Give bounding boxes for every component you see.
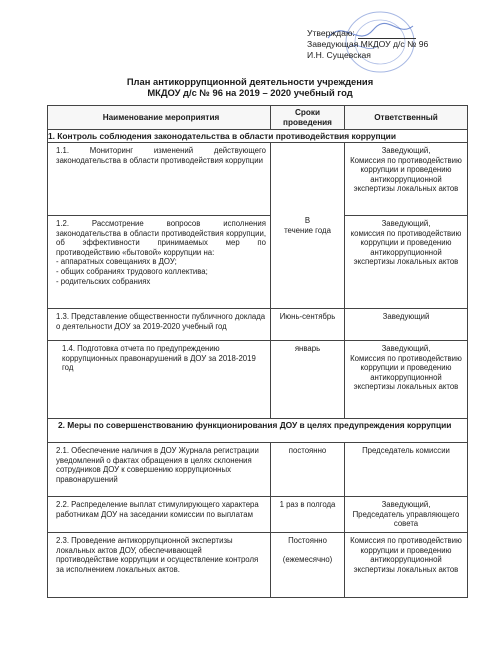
row-2-3-term: Постоянно (ежемесячно) xyxy=(271,533,345,597)
row-1-4-term: январь xyxy=(271,341,345,418)
title-line-2: МКДОУ д/с № 96 на 2019 – 2020 учебный год xyxy=(147,87,353,98)
header-responsible: Ответственный xyxy=(374,112,438,122)
row-1-2-name: 1.2. Рассмотрение вопросов исполнения законодательства в области противодействия коррупции, об эффективности принимаемых мер по противодействию «бытовой» коррупции на: xyxy=(56,219,266,257)
row-1-3 xyxy=(48,309,467,341)
header-name: Наименование мероприятия xyxy=(48,106,271,129)
row-1-1-name: 1.1. Мониторинг изменений действующего законодательства в области противодействия коррупции xyxy=(48,143,270,216)
approval-block xyxy=(307,28,487,61)
plan-table xyxy=(47,105,468,598)
row-1-2-list-item: - родительских собраниях xyxy=(56,276,151,286)
row-2-1-responsible: Председатель комиссии xyxy=(362,446,450,455)
row-2-3-name: 2.3. Проведение антикоррупционной экспертизы локальных актов ДОУ, обеспечивающей противодействие коррупции и осуществление контроля за исполнением локальных актов. xyxy=(48,533,271,597)
row-2-1-term: постоянно xyxy=(271,443,345,496)
row-2-2 xyxy=(48,497,467,533)
merged-name-column xyxy=(48,143,271,308)
merged-rows-1-1-1-2 xyxy=(48,143,467,309)
row-1-3-term: Июнь-сентябрь xyxy=(271,309,345,340)
row-1-2-name-cell xyxy=(48,216,270,308)
approver-name: И.Н. Сущевская xyxy=(307,50,371,60)
row-1-3-responsible: Заведующий xyxy=(382,312,430,321)
row-1-2-responsible: Заведующий, комиссия по противодействию коррупции и проведению антикоррупционной экспертизы локальных актов xyxy=(350,219,462,267)
section-2-heading: 2. Меры по совершенствованию функционирования ДОУ в целях предупреждения коррупции xyxy=(48,419,467,443)
row-1-4 xyxy=(48,341,467,419)
row-1-4-responsible: Заведующий, Комиссия по противодействию коррупции и проведению антикоррупционной экспертизы локальных актов xyxy=(350,344,462,392)
title-line-1: План антикоррупционной деятельности учреждения xyxy=(126,76,374,87)
row-2-3-responsible: Комиссия по противодействию коррупции и проведению антикоррупционной экспертизы локальных актов xyxy=(350,536,462,574)
merged-responsible-column xyxy=(345,143,467,308)
row-1-3-name: 1.3. Представление общественности публичного доклада о деятельности ДОУ за 2019-2020 учебный год xyxy=(48,309,271,340)
merged-term-cell: В течение года xyxy=(271,143,345,308)
row-2-1 xyxy=(48,443,467,497)
row-2-3 xyxy=(48,533,467,597)
row-1-2-list-item: - общих собраниях трудового коллектива; xyxy=(56,266,208,276)
row-1-2-list-item: - аппаратных совещаниях в ДОУ; xyxy=(56,257,177,267)
row-2-2-term: 1 раз в полгода xyxy=(271,497,345,532)
approver-position: Заведующая МКДОУ д/с № 96 xyxy=(307,39,429,49)
document-title xyxy=(0,76,500,98)
row-2-1-name: 2.1. Обеспечение наличия в ДОУ Журнала регистрации уведомлений о фактах обращения в целях склонения сотрудников ДОУ к совершению коррупционных правонарушений xyxy=(48,443,271,496)
header-term: Сроки проведения xyxy=(271,106,345,129)
row-2-2-name: 2.2. Распределение выплат стимулирующего характера работникам ДОУ на заседании комиссии по выплатам xyxy=(48,497,271,532)
row-1-4-name: 1.4. Подготовка отчета по предупреждению коррупционных правонарушений в ДОУ за 2018-2019 год xyxy=(48,341,271,418)
row-2-2-responsible: Заведующий, Председатель управляющего совета xyxy=(352,500,460,529)
row-1-1-responsible: Заведующий, Комиссия по противодействию коррупции и проведению антикоррупционной экспертизы локальных актов xyxy=(345,143,467,216)
section-1-heading: 1. Контроль соблюдения законодательства в области противодействия коррупции xyxy=(48,130,467,143)
table-header-row xyxy=(48,106,467,130)
approve-label: Утверждаю: xyxy=(307,28,355,38)
